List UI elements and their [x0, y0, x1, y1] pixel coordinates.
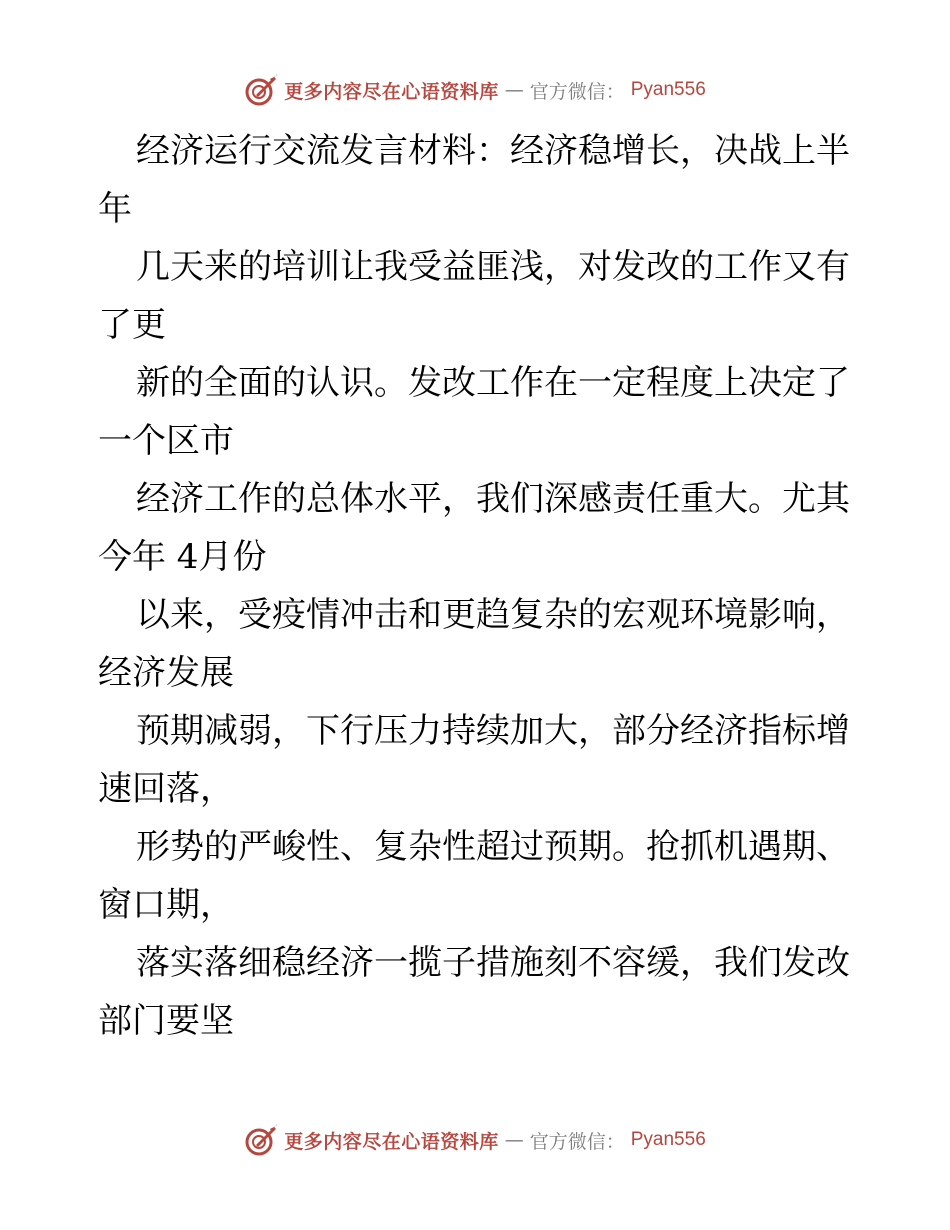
footer-banner-content	[244, 1123, 706, 1157]
header-brand-text: 更多内容尽在心语资料库	[284, 80, 499, 103]
paragraph-line: 新的全面的认识。发改工作在一定程度上决定了	[136, 363, 850, 403]
quill-logo-icon	[244, 73, 278, 107]
footer-brand-text: 更多内容尽在心语资料库	[284, 1130, 499, 1153]
paragraph-line: 部门要坚	[98, 1001, 234, 1041]
footer-banner	[0, 1120, 950, 1160]
paragraph-line: 经济发展	[98, 653, 234, 693]
paragraph-line: 落实落细稳经济一揽子措施刻不容缓，我们发改	[136, 943, 850, 983]
paragraph-line: 几天来的培训让我受益匪浅，对发改的工作又有	[136, 247, 850, 287]
document-title-line-1: 经济运行交流发言材料：经济稳增长，决战上半	[136, 131, 850, 171]
quill-logo-icon	[244, 1123, 278, 1157]
footer-dash: —	[504, 1129, 524, 1151]
document-body	[98, 122, 858, 1050]
header-dash: —	[504, 79, 524, 101]
paragraph-line: 一个区市	[98, 421, 234, 461]
paragraph-line: 窗口期，	[98, 885, 234, 925]
header-banner-content	[244, 73, 706, 107]
footer-wechat-id: Pyan556	[630, 1129, 706, 1150]
paragraph-line: 速回落，	[98, 769, 234, 809]
paragraph-line: 了更	[98, 305, 166, 345]
paragraph-line: 经济工作的总体水平，我们深感责任重大。尤其	[136, 479, 850, 519]
header-banner	[0, 70, 950, 110]
paragraph-line: 预期减弱，下行压力持续加大，部分经济指标增	[136, 711, 850, 751]
paragraph-line: 形势的严峻性、复杂性超过预期。抢抓机遇期、	[136, 827, 850, 867]
paragraph-line: 以来，受疫情冲击和更趋复杂的宏观环境影响，	[136, 595, 850, 635]
header-wechat-id: Pyan556	[630, 79, 706, 100]
document-title-line-2: 年	[98, 189, 132, 229]
header-wechat-label: 官方微信：	[529, 80, 625, 103]
paragraph-line: 今年 4月份	[98, 537, 267, 577]
footer-wechat-label: 官方微信：	[529, 1130, 625, 1153]
